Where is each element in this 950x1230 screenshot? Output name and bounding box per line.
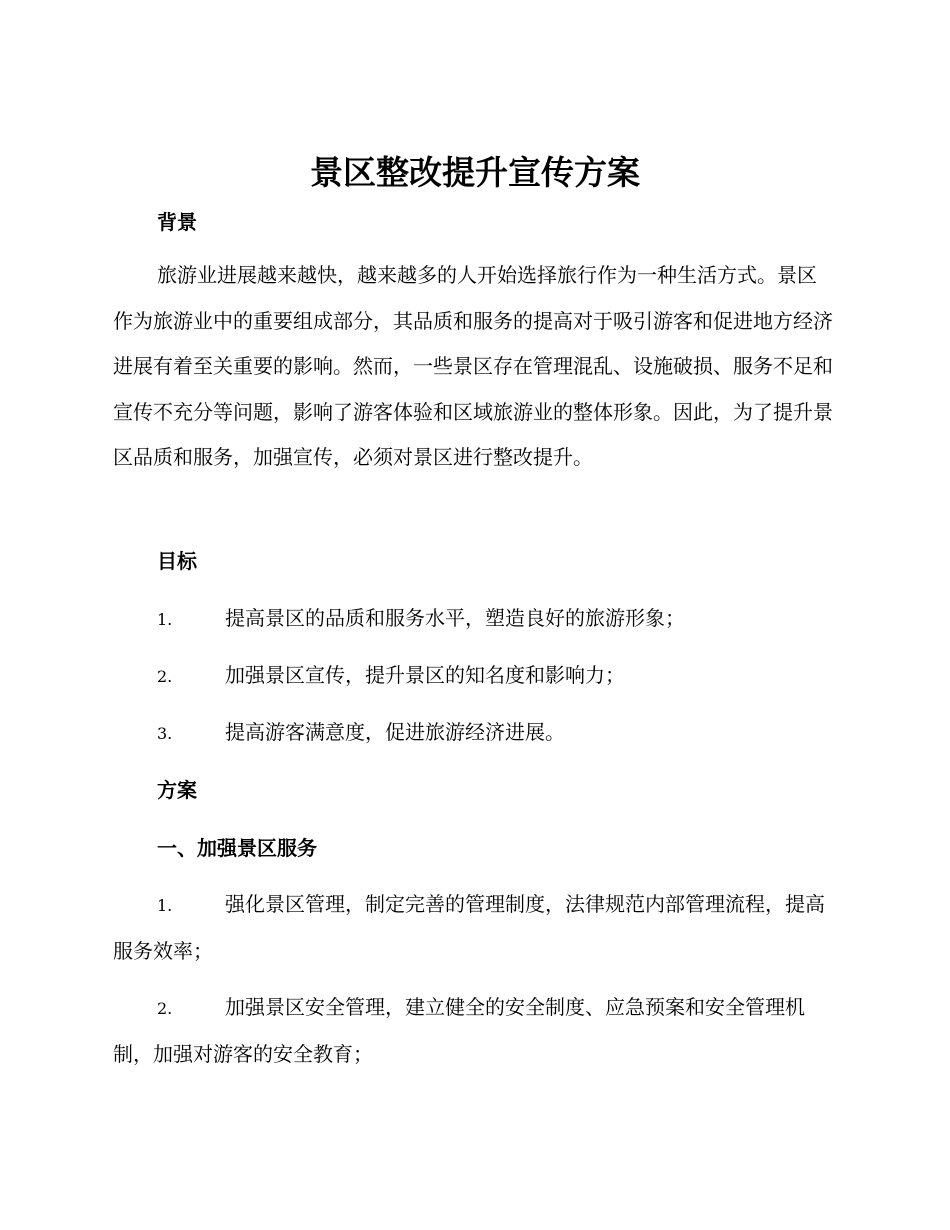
background-paragraph: 旅游业进展越来越快，越来越多的人开始选择旅行作为一种生活方式。景区作为旅游业中的重要组成部分，其品质和服务的提高对于吸引游客和促进地方经济进展有着至关重要的影响。然而，一些景区存在管理混乱、设施破损、服务不足和宣传不充分等问题，影响了游客体验和区域旅游业的整体形象。因此，为了提升景区品质和服务，加强宣传，必须对景区进行整改提升。 — [113, 263, 833, 470]
section-heading-plan: 方案 — [157, 778, 197, 802]
plan-item-2 — [113, 985, 833, 1077]
goal-item-2 — [113, 653, 833, 700]
section-heading-background: 背景 — [157, 210, 197, 234]
list-number: 2. — [157, 999, 173, 1018]
document-title: 景区整改提升宣传方案 — [310, 153, 640, 192]
list-number: 2. — [157, 667, 173, 686]
list-number: 1. — [157, 610, 173, 629]
plan-item-1 — [113, 882, 833, 974]
plan-subheading-services: 一、加强景区服务 — [157, 836, 317, 860]
list-item-text: 提高景区的品质和服务水平，塑造良好的旅游形象； — [225, 606, 685, 630]
goal-item-1 — [113, 596, 833, 643]
section-heading-goals: 目标 — [157, 549, 197, 573]
list-number: 3. — [157, 724, 173, 743]
list-item-text: 提高游客满意度，促进旅游经济进展。 — [225, 720, 565, 744]
list-item-text: 强化景区管理，制定完善的管理制度，法律规范内部管理流程，提高服务效率； — [113, 892, 825, 963]
list-item-text: 加强景区宣传，提升景区的知名度和影响力； — [225, 663, 625, 687]
goal-item-3 — [113, 710, 833, 757]
list-number: 1. — [157, 896, 173, 915]
list-item-text: 加强景区安全管理，建立健全的安全制度、应急预案和安全管理机制，加强对游客的安全教育； — [113, 995, 805, 1066]
